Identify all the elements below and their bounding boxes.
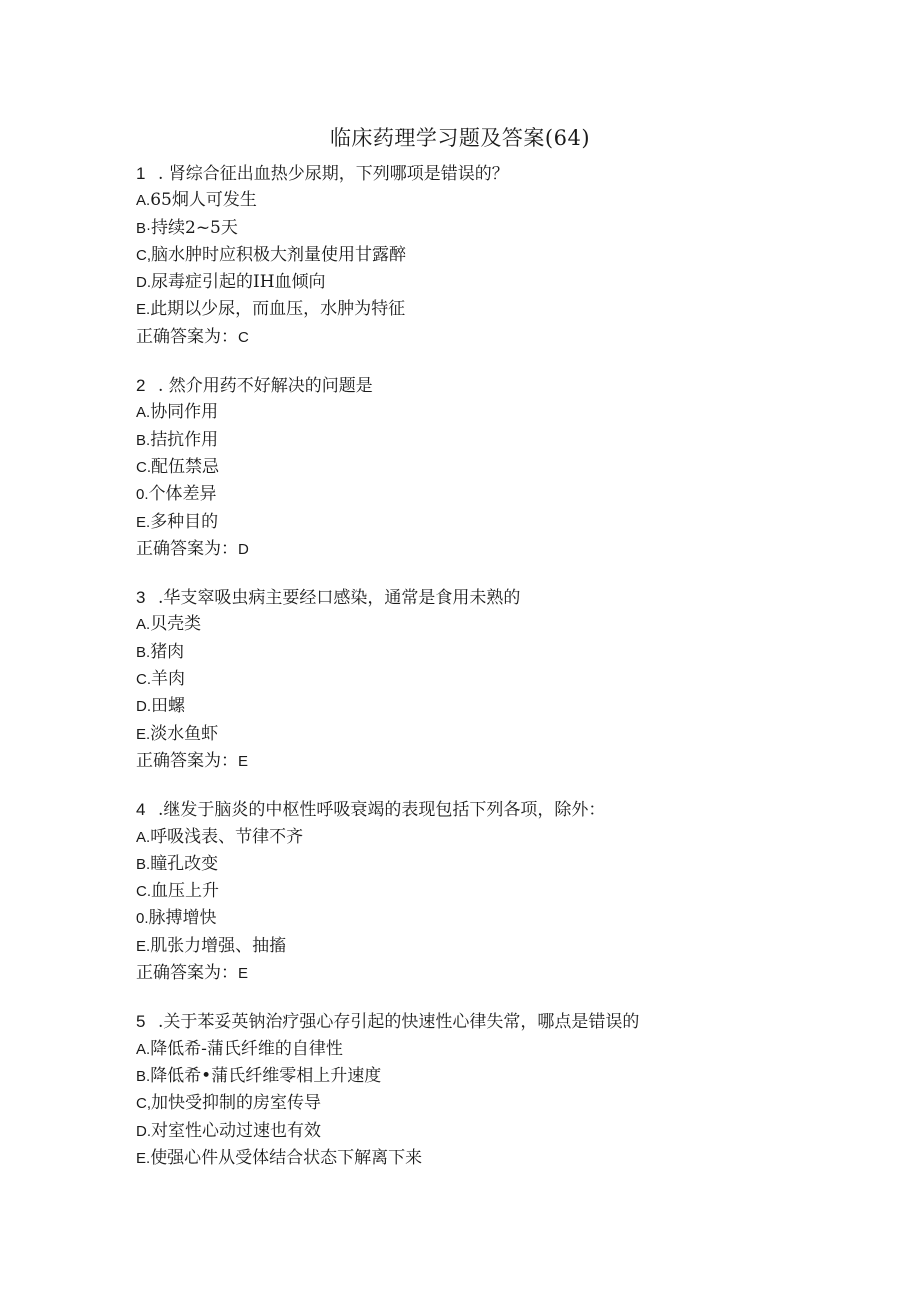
answer-option [136,933,836,960]
option-letter: C. [136,458,151,476]
answer-option [136,1036,836,1063]
answer-label: 正确答案为： [136,963,238,984]
question-block [136,1008,836,1172]
option-letter: C. [136,671,151,689]
option-text: 瞳孔改变 [150,853,219,874]
answer-option [136,721,836,748]
option-letter: A. [136,1040,151,1058]
question-text: .关于苯妥英钠治疗强心存引起的快速性心律失常，哪点是错误的 [158,1012,640,1033]
question-number: 2 [136,376,146,396]
option-text: 血压上升 [151,881,219,902]
answer-option [136,611,836,638]
option-text: 脑水肿时应积极大剂量使用甘露醉 [151,244,406,265]
question-text: . 肾综合征出血热少尿期，下列哪项是错误的？ [158,164,509,184]
option-text: 多种目的 [150,511,219,532]
option-letter: A. [136,192,151,210]
answer-option [136,851,836,878]
answer-option [136,296,836,323]
option-text: 个体差异 [148,484,217,505]
option-letter: A. [136,404,151,422]
option-text: 贝壳类 [150,614,202,635]
answer-option [136,509,836,536]
question-stem [136,584,836,611]
option-letter: D. [136,274,151,292]
option-letter: E. [136,1149,151,1167]
question-text: .华支窣吸虫病主要经口感染，通常是食用未熟的 [158,588,521,609]
option-letter: B. [136,643,151,661]
question-block [136,584,836,775]
option-letter: A. [136,616,151,634]
option-letter: A. [136,828,151,846]
answer-option [136,666,836,693]
question-number: 1 [136,164,146,183]
question-block [136,160,836,351]
answer-option [136,187,836,214]
answer-option [136,1118,836,1145]
answer-value: E [238,752,249,770]
option-letter: E. [136,301,151,319]
answer-option [136,1090,836,1117]
question-number: 3 [136,588,146,608]
question-block [136,372,836,563]
answer-value: C [238,328,249,346]
answer-option [136,1145,836,1172]
question-stem [136,1008,836,1035]
option-text: 加快受抑制的房室传导 [151,1093,321,1114]
question-list [136,160,836,1193]
option-text: 猪肉 [150,641,185,662]
correct-answer [136,748,836,775]
option-text: 持续2~5天 [151,217,238,238]
correct-answer [136,536,836,563]
answer-option [136,399,836,426]
answer-value: D [238,540,249,558]
option-letter: E. [136,937,151,955]
option-text: 羊肉 [151,669,185,690]
answer-option [136,639,836,666]
answer-option [136,481,836,508]
option-letter: B. [136,1067,151,1085]
option-text: 协同作用 [150,402,219,423]
option-text: 此期以少尿，而血压，水肿为特征 [150,299,406,320]
answer-option [136,693,836,720]
question-stem [136,796,836,823]
correct-answer [136,960,836,987]
option-text: 肌张力增强、抽搐 [150,935,287,956]
option-text: 脉搏增快 [148,908,217,929]
option-text: 降低希•蒲氏纤维零相上升速度 [150,1065,382,1086]
answer-label: 正确答案为： [136,538,238,559]
question-text: . 然介用药不好解决的问题是 [158,376,373,397]
option-letter: D. [136,698,151,716]
answer-option [136,878,836,905]
answer-option [136,454,836,481]
question-number: 4 [136,800,146,820]
answer-option [136,905,836,932]
option-text: 降低希-蒲氏纤维的自律性 [150,1038,343,1059]
option-text: 使强心件从受体结合状态下解离下来 [150,1147,423,1168]
answer-label: 正确答案为： [136,750,238,771]
answer-option [136,242,836,269]
option-text: 田螺 [151,696,185,717]
option-letter: C, [136,246,151,264]
option-text: 淡水鱼虾 [150,723,219,744]
option-letter: B· [136,219,151,237]
option-text: 拮抗作用 [150,429,219,450]
option-letter: D. [136,1122,151,1140]
question-block [136,796,836,987]
answer-option [136,1063,836,1090]
correct-answer [136,324,836,351]
page-title: 临床药理学习题及答案(64) [329,126,591,150]
option-text: 配伍禁忌 [151,456,219,477]
option-letter: B. [136,855,151,873]
answer-option [136,269,836,296]
option-letter: E. [136,725,151,743]
option-letter: 0. [136,486,149,504]
option-text: 对室性心动过速也有效 [151,1120,321,1141]
option-letter: C, [136,1095,151,1113]
question-stem [136,160,836,187]
answer-option [136,215,836,242]
option-letter: B. [136,431,151,449]
answer-label: 正确答案为： [136,326,238,347]
option-letter: 0. [136,910,149,928]
question-number: 5 [136,1012,146,1032]
option-text: 65炯人可发生 [150,190,257,211]
answer-option [136,824,836,851]
option-text: 尿毒症引起的IH血倾向 [151,272,326,293]
option-letter: C. [136,883,151,901]
answer-value: E [238,965,249,983]
option-letter: E. [136,513,151,531]
answer-option [136,427,836,454]
question-text: .继发于脑炎的中枢性呼吸衰竭的表现包括下列各项，除外： [158,800,606,821]
question-stem [136,372,836,399]
option-text: 呼吸浅表、节律不齐 [150,826,304,847]
